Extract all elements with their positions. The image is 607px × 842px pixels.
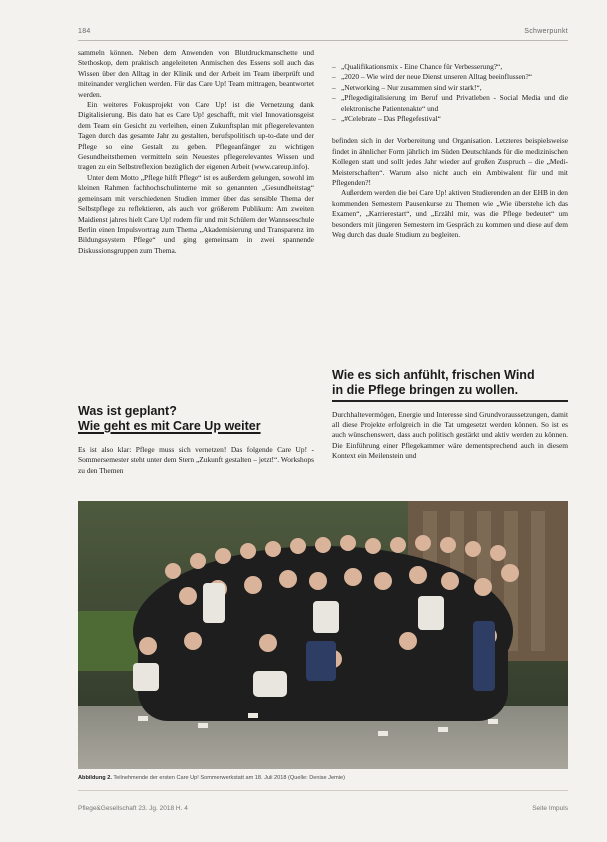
section-heading-planned	[78, 404, 314, 434]
left-paragraph-2: Ein weiteres Fokusprojekt von Care Up! ist die Vernetzung dank Digitalisierung. Bis dato hat es Care Up! geschafft, mit viel Innovationsgeist dem Team ein Gesicht zu verleihen, einen Zukunftsplan mit pflegerelevanten Tagen durch das gesamte Jahr zu gestalten, berufspolitisch up-to-date und der Pflege so eine Gestalt zu geben. Pflegeanfänger zu wichtigen Gesundheitsthemen vermitteln sein Neuestes pflegerelevantes Wissen und tragen zu ein Selbstreflexion bezüglich der eigenen Arbeit (www.careup.info).	[78, 100, 314, 172]
left-paragraph-4: Es ist also klar: Pflege muss sich vernetzen! Das folgende Care Up! - Sommersemester steht unter dem Stern „Zukunft gestalten – jetzt!“. Workshops zu den Themen	[78, 445, 314, 475]
header-rule	[78, 40, 568, 41]
page-number: 184	[78, 28, 91, 35]
caption-rule	[78, 790, 568, 791]
footer-section: Seite Impuls	[532, 805, 568, 812]
section-heading-wind	[332, 368, 568, 398]
footer-journal: Pflege&Gesellschaft 23. Jg. 2018 H. 4	[78, 805, 188, 812]
right-section	[332, 368, 568, 462]
left-column	[78, 48, 314, 256]
right-paragraph-2: Außerdem werden die bei Care Up! aktiven Studierenden an der EHB in den kommenden Semestern Pausenkurse zu Themen wie „Wie überstehe ich das Examen“, „Karrierestart“, und „Erzähl mir, was die Pflege bedeutet“ um besonders mit jüngeren Semestern im Gespräch zu kommen und diese auf dem Weg durch das duale Studium zu begleiten.	[332, 188, 568, 240]
group-photo-illustration	[78, 501, 568, 769]
section-label: Schwerpunkt	[524, 28, 568, 35]
figure-label: Abbildung 2.	[78, 775, 112, 781]
heading-line-1: Wie es sich anfühlt, frischen Wind	[332, 368, 535, 382]
list-item: – „2020 – Wie wird der neue Dienst unseren Alltag beeinflussen?“	[332, 72, 568, 82]
heading-rule	[332, 400, 568, 402]
heading-line-2: in die Pflege bringen zu wollen.	[332, 383, 519, 397]
left-paragraph-1: sammeln können. Neben dem Anwenden von Blutdruckmanschette und Stethoskop, dem praktisch angeleiteten Anmischen des Essens soll auch das Wissen über den Alltag in der Klinik und der Arbeit im Team überprüft und miteinander verglichen werden. Für das Care Up! Team mittragen, beantwortet werden.	[78, 48, 314, 99]
list-item: – „#Celebrate – Das Pflegefestival“	[332, 114, 568, 124]
right-paragraph-3: Durchhaltevermögen, Energie und Interesse sind Grundvoraussetzungen, damit all diese Projekte erfolgreich in die Tat umgesetzt werden können. So ist es auch wünschenswert, dass auch politisch gestärkt und aktiv werden zu können. Die Einführung einer Pflegekammer wäre dementsprechend auch in diesem Kontext ein Meilenstein und	[332, 409, 568, 461]
list-item: – „Pflegedigitalisierung im Beruf und Privatleben - Social Media und die elektronische Patientenakte“ und	[332, 93, 568, 114]
heading-line-1: Was ist geplant?	[78, 404, 177, 418]
right-column	[332, 62, 568, 241]
right-paragraph-1: befinden sich in der Vorbereitung und Organisation. Letzteres beispielsweise findet in ähnlicher Form jährlich im Süden Deutschlands für die medizinischen Kollegen statt und sollt jedes Jahr wieder auf großen Zuspruch – die „Medi-Meisterschaften“. Warum also nicht auch ein Ambiwalent für und mit Pflegenden?!	[332, 136, 568, 188]
figure-caption-text: Teilnehmende der ersten Care Up! Sommerwerkstatt am 18. Juli 2018 (Quelle: Denise Jemie)	[113, 775, 345, 781]
heading-line-2: Wie geht es mit Care Up weiter	[78, 419, 261, 433]
list-item: – „Qualifikationsmix - Eine Chance für Verbesserung?“,	[332, 62, 568, 72]
left-section	[78, 404, 314, 476]
list-item: – „Networking – Nur zusammen sind wir stark!“,	[332, 83, 568, 93]
group-photo	[78, 501, 568, 769]
figure-caption	[78, 775, 568, 781]
left-paragraph-3: Unter dem Motto „Pflege hilft Pflege“ ist es außerdem gelungen, sowohl im kleinen Rahmen fachhochschulinterne mit so genannten „Gesundheitstag“ gemeinsam mit verschiedenen Studien immer über das sensible Thema der Selbstpflege zu reflektieren, als auch vor größerem Publikum: Am zweiten Maidienst jahres hielt Care Up! rodem für und mit Schülern der Wannseeschule Berlin einen Impulsvortrag zum Thema „Akademisierung und Transparenz im Bildungssystem Pflege“ und ging gemeinsam in zwei spannende Diskussionsgruppen zum Thema.	[78, 172, 314, 255]
workshop-list	[332, 62, 568, 124]
